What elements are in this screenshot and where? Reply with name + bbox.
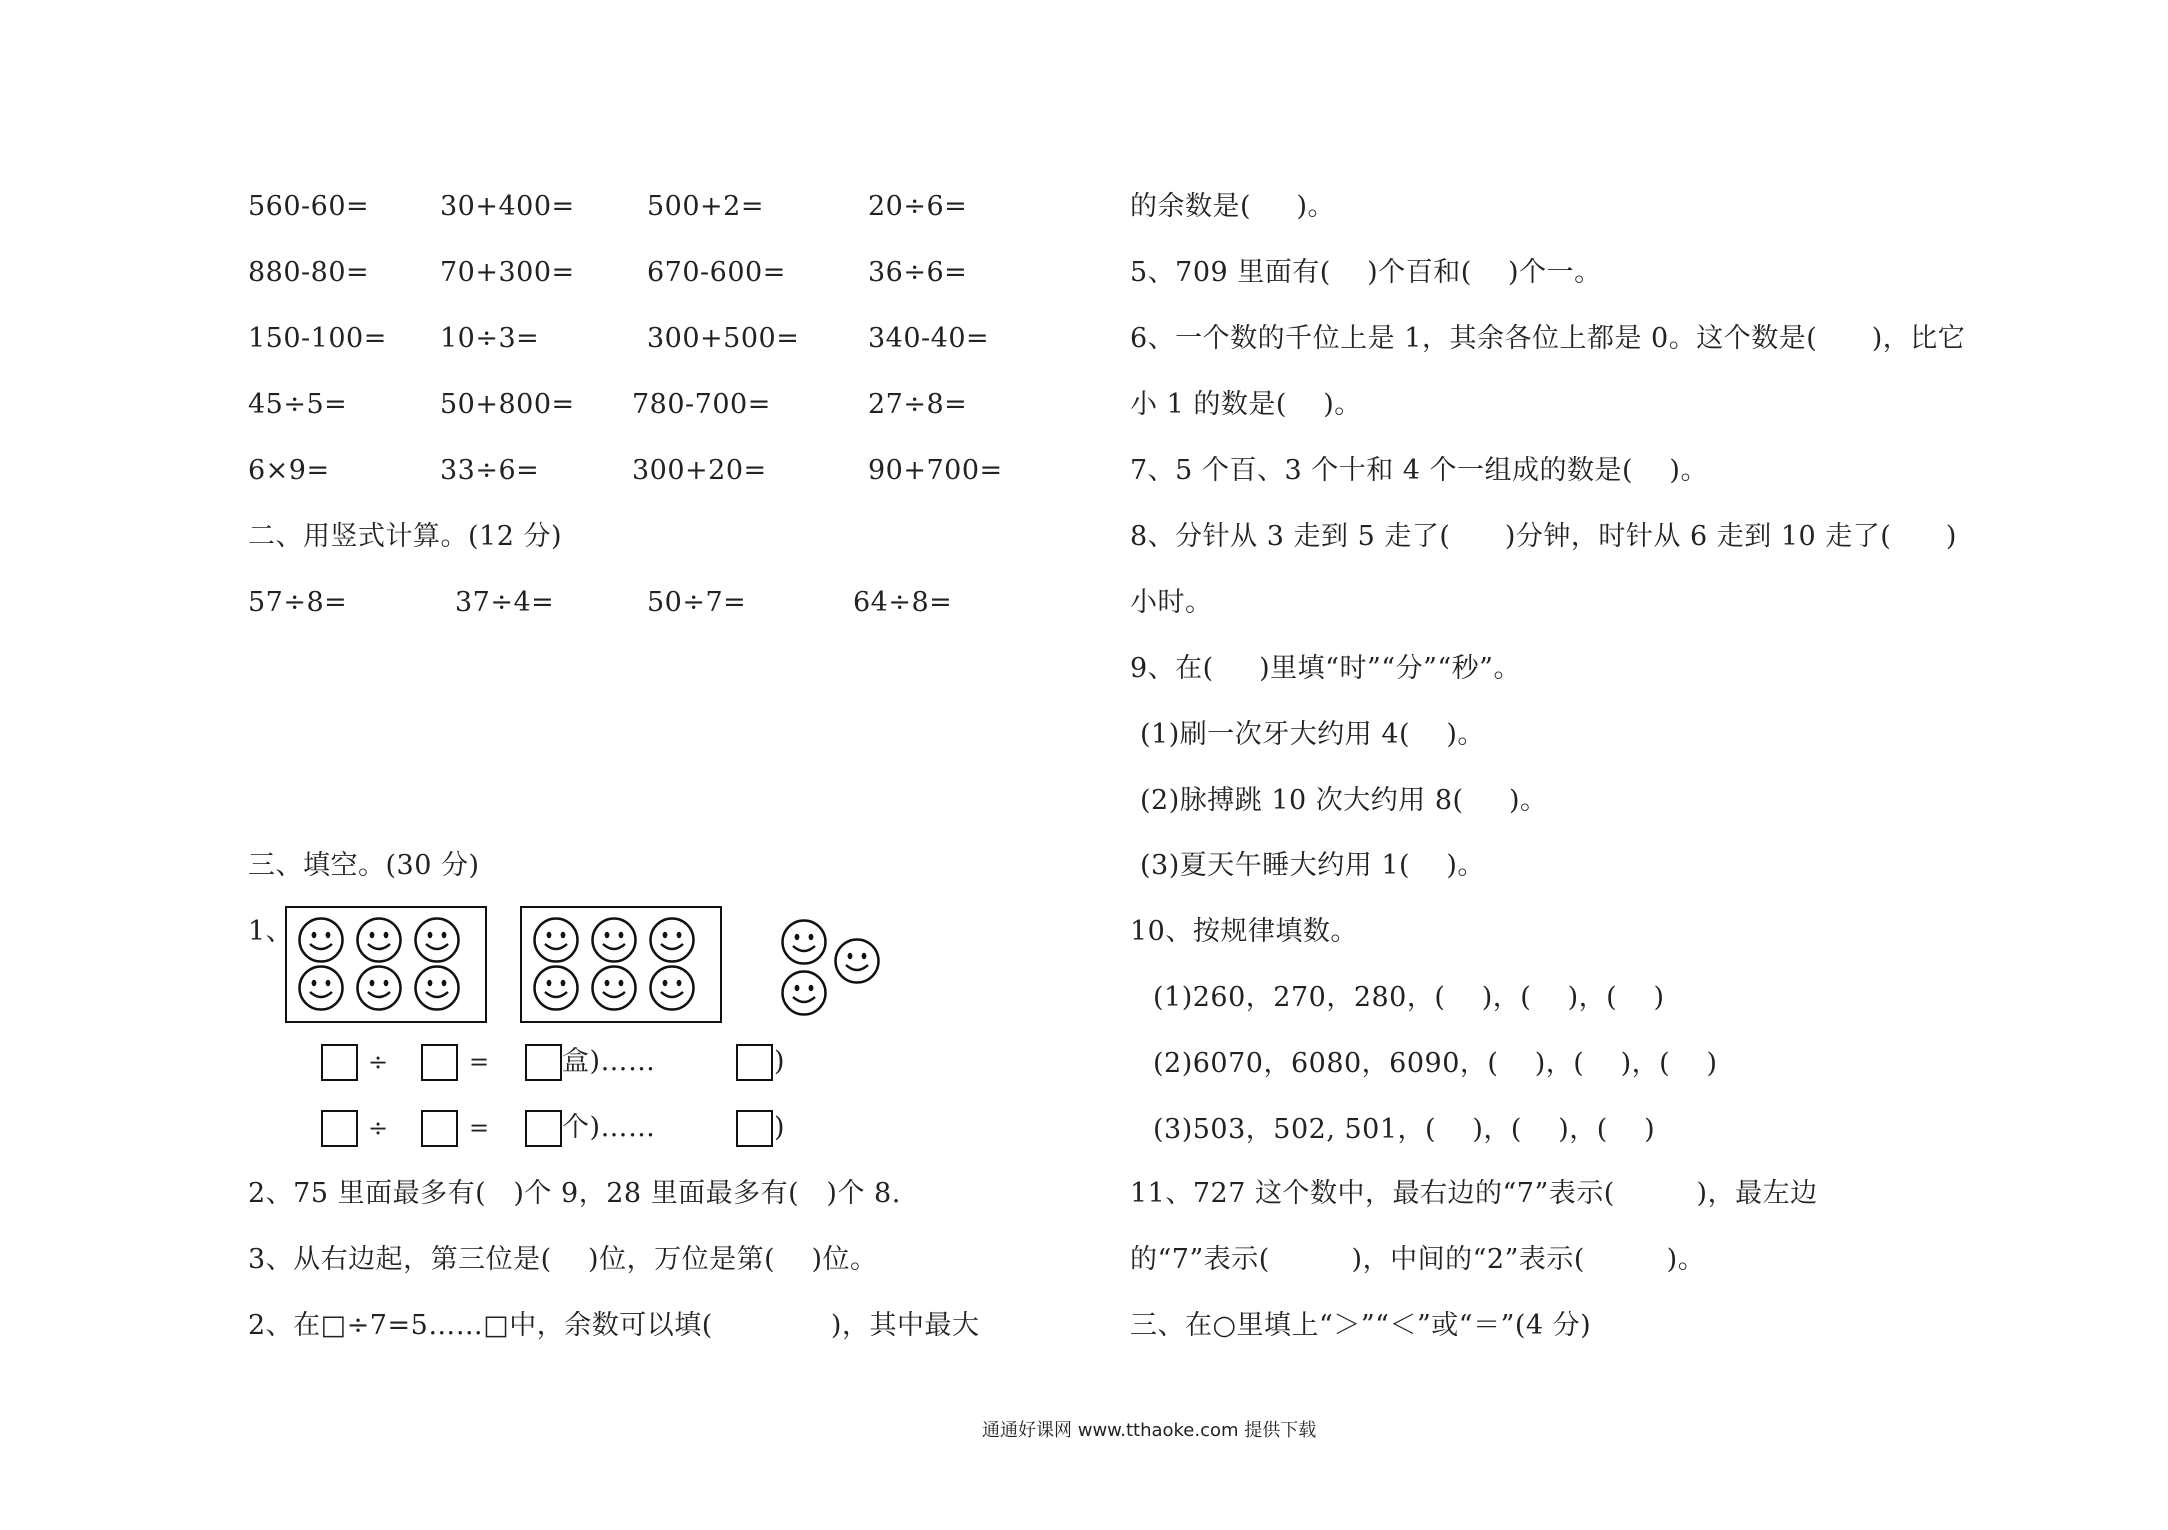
mental-0-1: 30+400= — [440, 191, 575, 222]
smiley-icon — [532, 916, 580, 964]
mental-4-0: 6×9= — [248, 455, 330, 486]
vertical-calc-3: 64÷8= — [853, 587, 953, 618]
answer-box[interactable] — [421, 1110, 458, 1147]
equals-sign: = — [469, 1048, 490, 1076]
question-7: 7、5 个百、3 个十和 4 个一组成的数是( )。 — [1130, 455, 1708, 486]
question-5: 5、709 里面有( )个百和( )个一。 — [1130, 257, 1602, 288]
smiley-icon — [648, 964, 696, 1012]
question-8-line2: 小时。 — [1130, 587, 1213, 618]
smiley-icon — [780, 969, 828, 1017]
question-6-line2: 小 1 的数是( )。 — [1130, 389, 1362, 420]
question-3: 3、从右边起，第三位是( )位，万位是第( )位。 — [248, 1244, 878, 1275]
question-11-line2: 的“7”表示( )，中间的“2”表示( )。 — [1130, 1244, 1706, 1275]
question-10-1: (1)260，270，280，( )，( )，( ) — [1153, 982, 1665, 1013]
smiley-icon — [413, 916, 461, 964]
mental-4-2: 300+20= — [632, 455, 767, 486]
vertical-calc-2: 50÷7= — [647, 587, 747, 618]
vertical-calc-0: 57÷8= — [248, 587, 348, 618]
question-9: 9、在( )里填“时”“分”“秒”。 — [1130, 653, 1521, 684]
mental-0-3: 20÷6= — [868, 191, 968, 222]
row1-unit: 盒)…… — [562, 1046, 656, 1077]
mental-1-1: 70+300= — [440, 257, 575, 288]
q1-label: 1、 — [248, 916, 294, 947]
mental-1-0: 880-80= — [248, 257, 370, 288]
answer-box[interactable] — [525, 1044, 562, 1081]
mental-0-2: 500+2= — [647, 191, 764, 222]
question-9-1: (1)刷一次牙大约用 4( )。 — [1140, 719, 1485, 750]
mental-3-2: 780-700= — [632, 389, 771, 420]
question-6-line1: 6、一个数的千位上是 1，其余各位上都是 0。这个数是( )，比它 — [1130, 323, 1966, 354]
vertical-calc-1: 37÷4= — [455, 587, 555, 618]
question-10-2: (2)6070，6080，6090，( )，( )，( ) — [1153, 1048, 1718, 1079]
answer-box[interactable] — [321, 1110, 358, 1147]
question-9-3: (3)夏天午睡大约用 1( )。 — [1140, 850, 1485, 881]
mental-2-1: 10÷3= — [440, 323, 540, 354]
section2-title: 二、用竖式计算。(12 分) — [248, 521, 563, 552]
row2-unit: 个)…… — [562, 1112, 656, 1143]
footer-credit: 通通好课网 www.tthaoke.com 提供下载 — [982, 1420, 1317, 1441]
answer-box[interactable] — [525, 1110, 562, 1147]
smiley-icon — [297, 964, 345, 1012]
smiley-icon — [648, 916, 696, 964]
equals-sign: = — [469, 1114, 490, 1142]
smiley-icon — [833, 937, 881, 985]
row1-tail: ) — [774, 1046, 786, 1077]
question-11-line1: 11、727 这个数中，最右边的“7”表示( )，最左边 — [1130, 1178, 1818, 1209]
smiley-icon — [413, 964, 461, 1012]
smiley-icon — [355, 964, 403, 1012]
mental-4-3: 90+700= — [868, 455, 1003, 486]
smiley-icon — [590, 964, 638, 1012]
row2-tail: ) — [774, 1112, 786, 1143]
question-2: 2、75 里面最多有( )个 9，28 里面最多有( )个 8. — [248, 1178, 901, 1209]
question-9-2: (2)脉搏跳 10 次大约用 8( )。 — [1140, 785, 1548, 816]
question-4-part1: 2、在□÷7=5……□中，余数可以填( )，其中最大 — [248, 1310, 980, 1341]
smiley-icon — [780, 918, 828, 966]
mental-4-1: 33÷6= — [440, 455, 540, 486]
question-10-3: (3)503，502, 501，( )，( )，( ) — [1153, 1114, 1656, 1145]
divide-sign: ÷ — [368, 1114, 389, 1142]
mental-1-3: 36÷6= — [868, 257, 968, 288]
compare-section-title: 三、在○里填上“＞”“＜”或“＝”(4 分) — [1130, 1310, 1592, 1341]
mental-2-3: 340-40= — [868, 323, 990, 354]
mental-0-0: 560-60= — [248, 191, 370, 222]
smiley-icon — [297, 916, 345, 964]
mental-1-2: 670-600= — [647, 257, 786, 288]
question-4-part2: 的余数是( )。 — [1130, 191, 1335, 222]
answer-box[interactable] — [736, 1044, 773, 1081]
answer-box[interactable] — [421, 1044, 458, 1081]
mental-3-1: 50+800= — [440, 389, 575, 420]
mental-3-0: 45÷5= — [248, 389, 348, 420]
smiley-icon — [355, 916, 403, 964]
question-10: 10、按规律填数。 — [1130, 916, 1358, 947]
smiley-icon — [590, 916, 638, 964]
answer-box[interactable] — [321, 1044, 358, 1081]
mental-2-0: 150-100= — [248, 323, 387, 354]
answer-box[interactable] — [736, 1110, 773, 1147]
mental-2-2: 300+500= — [647, 323, 800, 354]
mental-3-3: 27÷8= — [868, 389, 968, 420]
question-8-line1: 8、分针从 3 走到 5 走了( )分钟，时针从 6 走到 10 走了( ) — [1130, 521, 1957, 552]
divide-sign: ÷ — [368, 1048, 389, 1076]
section3-title: 三、填空。(30 分) — [248, 850, 480, 881]
smiley-icon — [532, 964, 580, 1012]
